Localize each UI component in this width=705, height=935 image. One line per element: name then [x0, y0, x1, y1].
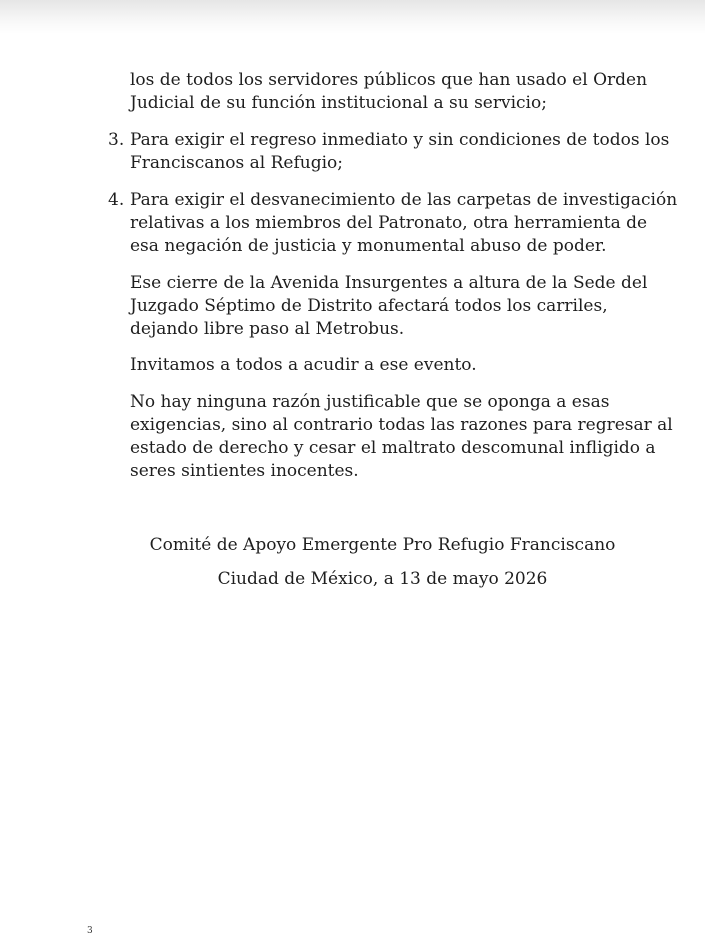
text-line: esa negación de justicia y monumental abuso de poder.: [130, 236, 607, 256]
text-line: Para exigir el regreso inmediato y sin condiciones de todos los: [130, 130, 670, 150]
text-line: seres sintientes inocentes.: [130, 461, 359, 481]
list-item: [130, 189, 678, 258]
text-line: Judicial de su función institucional a su servicio;: [130, 93, 547, 113]
body-paragraph: [130, 391, 673, 483]
committee-signature: Comité de Apoyo Emergente Pro Refugio Franciscano: [149, 535, 616, 555]
page-number: 3: [87, 926, 93, 935]
text-line: Franciscanos al Refugio;: [130, 153, 344, 173]
text-line: Invitamos a todos a acudir a ese evento.: [130, 355, 477, 375]
place-and-date: Ciudad de México, a 13 de mayo 2026: [217, 569, 548, 589]
text-line: Juzgado Séptimo de Distrito afectará todos los carriles,: [130, 296, 608, 316]
text-line: exigencias, sino al contrario todas las razones para regresar al: [130, 415, 673, 435]
text-line: dejando libre paso al Metrobus.: [130, 319, 405, 339]
list-item: [130, 129, 670, 175]
text-line: relativas a los miembros del Patronato, otra herramienta de: [130, 213, 648, 233]
body-paragraph: [130, 354, 650, 377]
text-line: estado de derecho y cesar el maltrato descomunal infligido a: [130, 438, 656, 458]
text-line: los de todos los servidores públicos que han usado el Orden: [130, 70, 648, 90]
body-paragraph: [130, 272, 650, 341]
list-number: 3.: [108, 130, 125, 150]
top-edge-shadow: [0, 0, 705, 34]
text-line: Ese cierre de la Avenida Insurgentes a altura de la Sede del: [130, 273, 648, 293]
text-line: Para exigir el desvanecimiento de las carpetas de investigación: [130, 190, 678, 210]
text-line: No hay ninguna razón justificable que se oponga a esas: [130, 392, 610, 412]
list-number: 4.: [108, 190, 125, 210]
continuation-paragraph: [130, 69, 650, 115]
